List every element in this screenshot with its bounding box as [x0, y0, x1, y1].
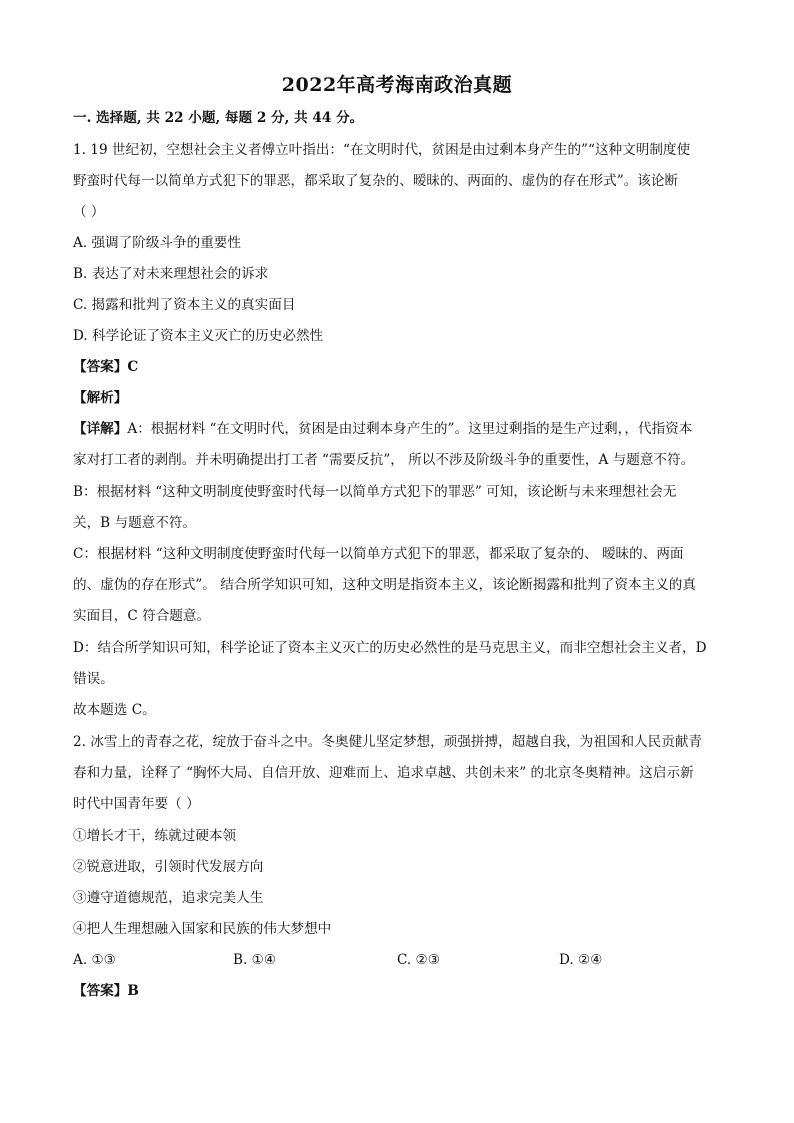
- q1-option-b: B. 表达了对未来理想社会的诉求: [73, 266, 269, 282]
- q2-stem-line-2: 春和力量，诠释了 “胸怀大局、自信开放、迎难而上、追求卓越、共创未来” 的北京冬奥精神。这启示新: [73, 765, 694, 781]
- q2-stem-line-1: 2. 冰雪上的青春之花，绽放于奋斗之中。冬奥健儿坚定梦想，顽强拼搏，超越自我，为祖国和人民贡献青: [73, 734, 703, 750]
- q1-detail-line-2: 家对打工者的剥削。并未明确提出打工者 “需要反抗”， 所以不涉及阶级斗争的重要性，A 与题意不符。: [73, 452, 695, 468]
- q1-detail-line-4: 关，B 与题意不符。: [73, 515, 197, 531]
- q1-detail-line-1: [73, 419, 692, 439]
- q1-option-c: C. 揭露和批判了资本主义的真实面目: [73, 297, 296, 313]
- q2-item-4: ④把人生理想融入国家和民族的伟大梦想中: [73, 921, 332, 937]
- q2-option-b: B. ①④: [233, 952, 277, 968]
- q2-answer: 【答案】B: [73, 983, 139, 999]
- q1-detail-line-8: D：结合所学知识可知，科学论证了资本主义灭亡的历史必然性的是马克思主义，而非空想社会主义者，D: [73, 640, 707, 656]
- q2-option-c: C. ②③: [397, 952, 440, 968]
- q1-option-a: A. 强调了阶级斗争的重要性: [73, 235, 241, 251]
- q2-item-2: ②锐意进取，引领时代发展方向: [73, 859, 264, 875]
- q1-stem-line-2: 野蛮时代每一以简单方式犯下的罪恶，都采取了复杂的、暧昧的、两面的、虚伪的存在形式”。该论断: [73, 173, 679, 189]
- q1-stem-line-3: （ ）: [73, 204, 105, 220]
- q1-stem-line-1: 1. 19 世纪初，空想社会主义者傅立叶指出：“在文明时代，贫困是由过剩本身产生的”“这种文明制度使: [73, 142, 691, 158]
- page-title: 2022年高考海南政治真题: [281, 74, 513, 96]
- section-heading: 一. 选择题, 共 22 小题, 每题 2 分, 共 44 分。: [73, 110, 364, 126]
- q1-answer: 【答案】C: [73, 359, 139, 375]
- q1-detail-line-5: C：根据材料 “这种文明制度使野蛮时代每一以简单方式犯下的罪恶，都采取了复杂的、 暧昧的、两面: [73, 546, 684, 562]
- q1-conclusion: 故本题选 C。: [73, 702, 156, 718]
- q1-detail-line-7: 实面目，C 符合题意。: [73, 608, 211, 624]
- q1-analysis-label: 【解析】: [73, 390, 128, 406]
- q2-stem-line-3: 时代中国青年要（ ）: [73, 796, 200, 812]
- q2-item-3: ③遵守道德规范，追求完美人生: [73, 890, 264, 906]
- q1-detail-line-1-text: A：根据材料 “在文明时代，贫困是由过剩本身产生的”。这里过剩指的是生产过剩，，代指资本: [127, 421, 693, 437]
- q1-detail-label: 【详解】: [73, 421, 128, 437]
- q1-detail-line-6: 的、虚伪的存在形式”。 结合所学知识可知，这种文明是指资本主义，该论断揭露和批判了资本主义的真: [73, 577, 696, 593]
- q1-detail-line-3: B：根据材料 “这种文明制度使野蛮时代每一以简单方式犯下的罪恶” 可知，该论断与未来理想社会无: [73, 484, 677, 500]
- q2-option-d: D. ②④: [559, 952, 603, 968]
- q2-option-a: A. ①③: [73, 952, 116, 968]
- q2-item-1: ①增长才干，练就过硬本领: [73, 828, 237, 844]
- q1-detail-line-9: 错误。: [73, 671, 114, 687]
- q1-option-d: D. 科学论证了资本主义灭亡的历史必然性: [73, 328, 324, 344]
